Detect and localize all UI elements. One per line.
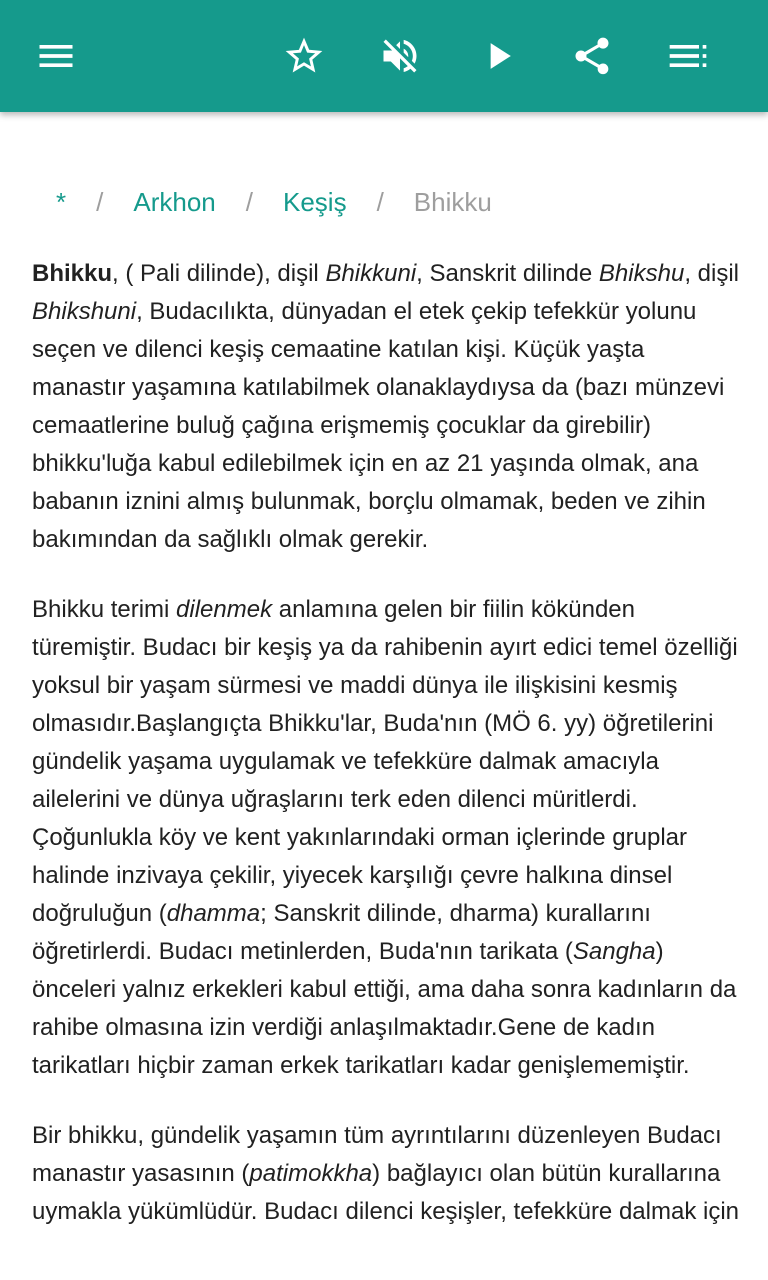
star-outline-icon: [282, 34, 326, 78]
text-span: ) önceleri yalnız erkekleri kabul ettiği, ama daha sonra kadınların da rahibe olmasına izin verdiği anlaşılmaktadır.Gene de kadın tarikatları hiçbir zaman erkek tarikatları kadar genişlememiştir.: [32, 938, 737, 1079]
italic-term: Bhikshuni: [32, 298, 137, 325]
article-body: [32, 255, 742, 1263]
text-span: anlamına gelen bir fiilin kökünden türemiştir. Budacı bir keşiş ya da rahibenin ayırt edici temel özelliği yoksul bir yaşam sürmesi ve maddi dünya ile ilişkisini kesmiş olmasıdır.Başlangıçta Bhikku'lar, Buda'nın (MÖ 6. yy) öğretilerini gündelik yaşama uygulamak ve tefekküre dalmak amacıyla ailelerini ve dünya uğraşlarını terk eden dilenci müritlerdi. Çoğunlukla köy ve kent yakınlarındaki orman içlerinde gruplar halinde inzivaya çekilir, yiyecek karşılığı çevre halkına dinsel doğruluğun (: [32, 596, 738, 927]
favorite-button[interactable]: [264, 16, 344, 96]
text-span: , Sanskrit dilinde: [416, 260, 599, 287]
breadcrumb-item-kesis[interactable]: Keşiş: [282, 186, 347, 217]
text-span: , ( Pali dilinde), dişil: [112, 260, 326, 287]
play-icon: [476, 34, 520, 78]
text-span: , dişil: [684, 260, 739, 287]
italic-term: dhamma: [166, 900, 261, 927]
article-paragraph: [32, 1117, 742, 1231]
playlist-button[interactable]: [648, 16, 728, 96]
share-icon: [570, 34, 614, 78]
sound-toggle-button[interactable]: [360, 16, 440, 96]
breadcrumb-separator: /: [376, 186, 384, 217]
breadcrumb-item-arkhon[interactable]: Arkhon: [133, 186, 216, 217]
breadcrumb-separator: /: [96, 186, 104, 217]
hamburger-menu-icon: [34, 34, 78, 78]
volume-off-icon: [378, 34, 422, 78]
article-content[interactable]: [0, 112, 768, 1280]
italic-term: Bhikkuni: [325, 260, 417, 287]
breadcrumb-separator: /: [245, 186, 253, 217]
playlist-icon: [666, 34, 710, 78]
play-button[interactable]: [458, 16, 538, 96]
breadcrumb-item-root[interactable]: *: [56, 186, 67, 217]
breadcrumb: [56, 182, 492, 222]
article-term: Bhikku: [32, 260, 113, 287]
article-paragraph: [32, 255, 742, 559]
text-span: ) bağlayıcı olan bütün kurallarına uymakla yükümlüdür. Budacı dilenci keşişler, tefekküre dalmak için: [32, 1160, 739, 1225]
text-span: ; Sanskrit dilinde, dharma) kurallarını öğretirlerdi. Budacı metinlerden, Buda'nın tarikata (: [32, 900, 651, 965]
app-toolbar: [0, 0, 768, 112]
italic-term: dilenmek: [176, 596, 273, 623]
article-paragraph: [32, 591, 742, 1085]
text-span: Bhikku terimi: [32, 596, 177, 623]
italic-term: Bhikshu: [598, 260, 685, 287]
italic-term: patimokkha: [249, 1160, 373, 1187]
text-span: , Budacılıkta, dünyadan el etek çekip tefekkür yolunu seçen ve dilenci keşiş cemaatine katılan kişi. Küçük yaşta manastır yaşamına katılabilmek olanaklaydıysa da (bazı münzevi cemaatlerine buluğ çağına erişmemiş çocuklar da girebilir) bhikku'luğa kabul edilebilmek için en az 21 yaşında olmak, ana babanın iznini almış bulunmak, borçlu olmamak, beden ve zihin bakımından da sağlıklı olmak gerekir.: [32, 298, 725, 553]
menu-button[interactable]: [16, 16, 96, 96]
text-span: Bir bhikku, gündelik yaşamın tüm ayrıntılarını düzenleyen Budacı manastır yasasının (: [32, 1122, 722, 1187]
breadcrumb-current: Bhikku: [413, 186, 492, 217]
share-button[interactable]: [552, 16, 632, 96]
italic-term: Sangha: [572, 938, 656, 965]
